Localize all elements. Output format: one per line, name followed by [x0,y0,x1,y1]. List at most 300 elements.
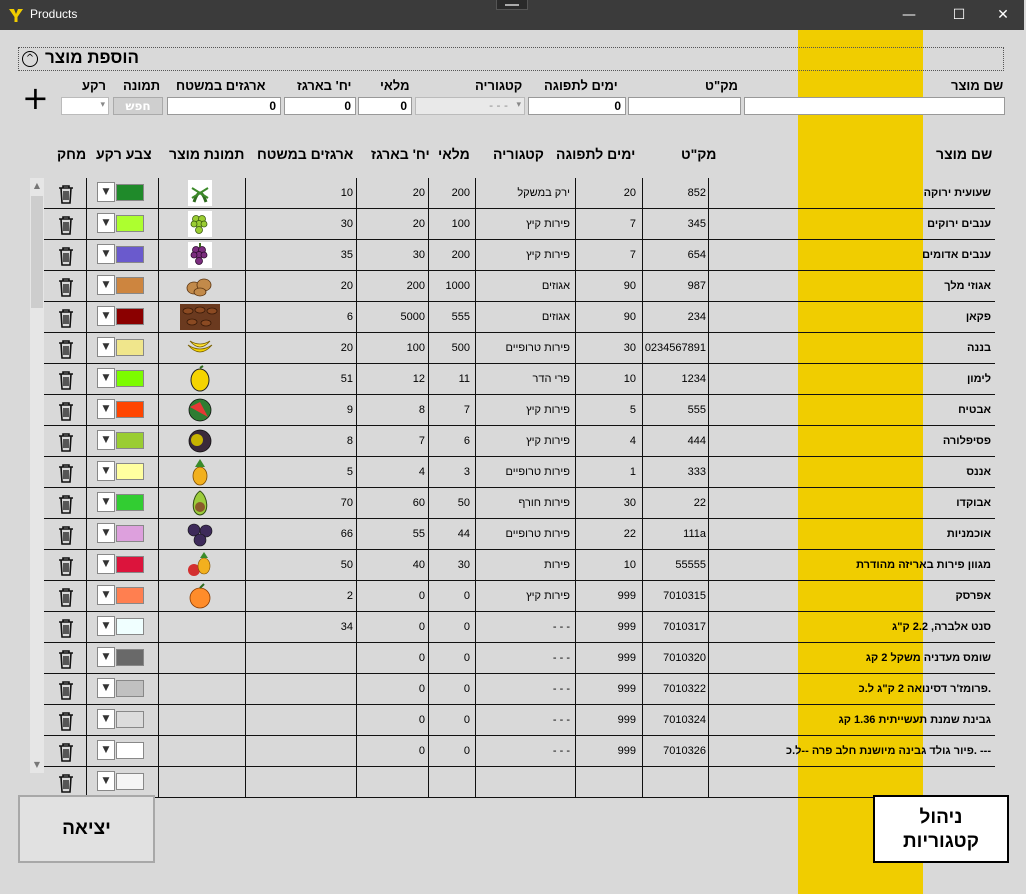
trash-icon[interactable] [57,370,75,390]
minimize-button[interactable]: — [902,7,916,23]
table-row[interactable] [30,612,995,643]
lemon-icon[interactable] [180,366,220,392]
cell-category[interactable]: פירות [544,559,570,571]
cell-sku[interactable]: 111a [683,528,706,540]
grid-line [158,240,159,271]
grid-line [158,178,159,209]
cell-category[interactable]: פירות קיץ [526,404,570,416]
cell-sku[interactable]: 234 [687,311,706,323]
table-row[interactable] [30,674,995,705]
cell-name[interactable]: פיור גולד גבינה מיושנת חלב פרה --ל.כ. --- [786,745,991,757]
cell-boxes[interactable]: 34 [340,621,353,633]
grid-line [708,519,709,550]
window-title: Products [30,7,78,21]
cell-full[interactable]: 0 [463,621,470,633]
app-logo-icon [8,7,24,23]
grid-line [356,643,357,674]
cell-full[interactable]: 7 [463,404,470,416]
cell-days[interactable]: 4 [629,435,636,447]
grid-line [356,674,357,705]
label-category: קטגוריה [475,78,523,93]
cell-name[interactable]: פסיפלורה [942,435,991,447]
cell-units[interactable]: 20 [412,187,425,199]
pineapple-icon[interactable] [180,459,220,485]
cell-sku[interactable]: 7010315 [663,590,706,602]
cell-sku[interactable]: 7010326 [663,745,706,757]
cell-boxes[interactable]: 8 [346,435,353,447]
grid-line [356,178,357,209]
chevron-down-icon[interactable]: ▼ [97,368,115,388]
chevron-down-icon: ▾ [516,100,521,110]
chevron-down-icon[interactable]: ▼ [97,461,115,481]
full-input[interactable]: 0 [358,97,412,115]
cell-full[interactable]: 50 [457,497,470,509]
cell-boxes[interactable]: 9 [346,404,353,416]
bg-color-select[interactable] [61,97,109,115]
chevron-down-icon[interactable]: ▼ [97,306,115,326]
cell-name[interactable] [710,767,995,797]
cell-boxes[interactable]: 66 [340,528,353,540]
title-bar [0,0,1024,30]
pecans-icon[interactable] [180,304,220,330]
cell-category[interactable]: פירות טרופיים [505,528,570,540]
table-row[interactable] [30,519,995,550]
cell-boxes[interactable] [245,674,356,704]
table-row[interactable] [30,302,995,333]
cell-name[interactable]: פרומז'ר דסינואה 2 ק"ג ל.כ. [858,683,991,695]
color-swatch [116,432,144,449]
cell-name[interactable]: אוכמניות [946,528,991,540]
cell-boxes[interactable]: 10 [340,187,353,199]
grid-line [356,333,357,364]
manage-categories-button[interactable] [873,795,1009,863]
cell-units[interactable]: 20 [412,218,425,230]
cell-days[interactable]: 1 [629,466,636,478]
cell-days[interactable]: 5 [629,404,636,416]
table-row[interactable] [30,705,995,736]
chevron-down-icon[interactable]: ▼ [97,182,115,202]
table-row[interactable] [30,240,995,271]
cell-sku[interactable]: 345 [687,218,706,230]
scroll-up-icon[interactable]: ▲ [33,181,41,190]
cell-units[interactable]: 0 [418,652,425,664]
trash-icon[interactable] [57,773,75,793]
cell-units[interactable]: 60 [412,497,425,509]
cell-full[interactable]: 200 [451,187,470,199]
cell-full[interactable]: 500 [451,342,470,354]
peach-icon[interactable] [180,583,220,609]
add-product-title: הוספת מוצר [45,48,139,67]
chevron-down-icon[interactable]: ▼ [97,337,115,357]
table-row[interactable] [30,488,995,519]
cell-full[interactable]: 30 [457,559,470,571]
cell-sku[interactable]: 7010322 [663,683,706,695]
add-product-header[interactable] [18,47,1004,71]
color-swatch [116,494,144,511]
grid-line [158,364,159,395]
color-swatch [116,277,144,294]
chevron-down-icon[interactable]: ▼ [97,213,115,233]
cell-sku[interactable]: 55555 [675,559,706,571]
cell-category[interactable]: אגוזים [541,280,570,292]
grid-line [86,705,87,736]
cell-units[interactable]: 8 [418,404,425,416]
cell-units[interactable]: 0 [418,683,425,695]
cell-name[interactable]: שומס מעדניה משקל 2 קג [865,652,991,664]
chevron-down-icon[interactable]: ▼ [97,492,115,512]
drag-handle[interactable] [496,0,528,10]
trash-icon[interactable] [57,246,75,266]
blueberries-icon[interactable] [180,521,220,547]
trash-icon[interactable] [57,649,75,669]
cell-name[interactable]: סנט אלברה, 2.2 ק"ג [891,621,991,633]
cell-full[interactable]: 44 [457,528,470,540]
color-swatch [116,184,144,201]
grid-line [158,550,159,581]
table-row[interactable] [30,550,995,581]
grid-line [158,395,159,426]
cell-units[interactable]: 0 [418,590,425,602]
cell-days[interactable]: 999 [617,590,636,602]
grid-line [158,612,159,643]
chevron-down-icon[interactable]: ▼ [97,554,115,574]
chevron-down-icon[interactable]: ▼ [97,647,115,667]
chevron-down-icon[interactable]: ▼ [97,616,115,636]
cell-category[interactable]: - - - [552,714,570,726]
chevron-down-icon[interactable]: ▼ [97,678,115,698]
table-row[interactable] [30,178,995,209]
sku-input[interactable] [628,97,741,115]
cell-sku[interactable]: 7010320 [663,652,706,664]
cell-full[interactable]: 0 [463,714,470,726]
cell-full[interactable]: 3 [463,466,470,478]
cell-days[interactable]: 999 [617,621,636,633]
fruit-mix-icon[interactable] [180,552,220,578]
trash-icon[interactable] [57,494,75,514]
grid-line [708,209,709,240]
green-grapes-icon[interactable] [180,211,220,237]
grid-line [356,302,357,333]
cell-days[interactable]: 999 [617,745,636,757]
cell-category[interactable]: ירק במשקל [517,187,570,199]
grid-line [708,674,709,705]
add-product-button[interactable]: + [22,79,49,117]
cell-full[interactable]: 0 [463,652,470,664]
color-swatch [116,680,144,697]
cell-name[interactable]: גבינת שמנת תעשייתית 1.36 קג [838,714,991,726]
exit-button[interactable]: יציאה [18,795,155,863]
cell-category[interactable]: - - - [552,621,570,633]
scroll-down-icon[interactable]: ▼ [33,760,41,769]
cell-name[interactable]: לימון [966,373,991,385]
trash-icon[interactable] [57,711,75,731]
cell-days[interactable]: 7 [629,249,636,261]
cell-category[interactable]: - - - [552,652,570,664]
cell-full[interactable]: 1000 [445,280,470,292]
cell-full[interactable]: 6 [463,435,470,447]
cell-category[interactable]: פרי הדר [532,373,570,385]
cell-category[interactable]: - - - [552,683,570,695]
grid-line [356,519,357,550]
cell-category[interactable]: פירות קיץ [526,435,570,447]
chevron-down-icon[interactable]: ▼ [97,740,115,760]
table-row[interactable] [30,643,995,674]
cell-name[interactable]: בננה [967,342,991,354]
cell-boxes[interactable]: 70 [340,497,353,509]
cell-full[interactable]: 555 [451,311,470,323]
label-sku: מק"ט [705,78,738,93]
cell-boxes[interactable] [245,736,356,766]
cell-sku[interactable]: 654 [687,249,706,261]
grid-line [708,612,709,643]
table-row[interactable] [30,395,995,426]
cell-full[interactable]: 100 [451,218,470,230]
color-swatch [116,742,144,759]
cell-sku[interactable]: 987 [687,280,706,292]
banana-icon[interactable] [180,335,220,361]
grid-line [86,767,87,798]
chevron-down-icon[interactable]: ▼ [97,771,115,791]
col-header-delete: מחק [57,146,87,162]
cell-name[interactable]: אננס [966,466,991,478]
grid-line [356,457,357,488]
cell-days[interactable]: 7 [629,218,636,230]
cell-name[interactable]: אבוקדו [956,497,991,509]
trash-icon[interactable] [57,618,75,638]
close-button[interactable]: ✕ [997,7,1009,23]
cell-name[interactable]: אגוזי מלך [944,280,991,292]
trash-icon[interactable] [57,184,75,204]
chevron-down-icon[interactable]: ▼ [97,275,115,295]
cell-days[interactable]: 10 [623,559,636,571]
cell-days[interactable]: 999 [617,683,636,695]
cell-days[interactable]: 30 [623,342,636,354]
cell-units[interactable]: 12 [412,373,425,385]
grid-line [86,209,87,240]
cell-sku[interactable]: 22 [693,497,706,509]
col-header-sku: מק"ט [681,146,717,162]
cell-days[interactable]: 999 [617,652,636,664]
cell-days[interactable]: 30 [623,497,636,509]
cell-boxes[interactable]: 35 [340,249,353,261]
cell-sku[interactable]: 555 [687,404,706,416]
table-row[interactable] [30,736,995,767]
trash-icon[interactable] [57,215,75,235]
grid-line [708,550,709,581]
cell-days[interactable]: 10 [623,373,636,385]
grid-line [86,550,87,581]
color-swatch [116,618,144,635]
table-row[interactable] [30,426,995,457]
chevron-down-icon[interactable]: ▼ [97,430,115,450]
cell-boxes[interactable]: 5 [346,466,353,478]
cell-days[interactable]: 20 [623,187,636,199]
table-row[interactable] [30,209,995,240]
cell-sku[interactable]: 7010324 [663,714,706,726]
color-swatch [116,556,144,573]
category-select[interactable] [415,97,525,115]
trash-icon[interactable] [57,463,75,483]
trash-icon[interactable] [57,742,75,762]
grid-line [86,519,87,550]
chevron-down-icon: ▾ [100,100,105,110]
grid-line [708,736,709,767]
grid-line [708,240,709,271]
cell-sku[interactable]: 852 [687,187,706,199]
cell-sku[interactable] [642,767,708,797]
cell-days[interactable]: 22 [623,528,636,540]
chevron-down-icon[interactable]: ▼ [97,523,115,543]
cell-full[interactable]: 0 [463,590,470,602]
chevron-down-icon[interactable]: ▼ [97,585,115,605]
cell-name[interactable]: אבטיח [958,404,991,416]
table-row[interactable] [30,457,995,488]
cell-category[interactable]: פירות טרופיים [505,466,570,478]
grid-line [158,457,159,488]
cell-category[interactable]: פירות קיץ [526,218,570,230]
cell-units[interactable]: 100 [406,342,425,354]
grid-line [86,395,87,426]
name-input[interactable] [744,97,1005,115]
grid-line [708,302,709,333]
label-image: תמונה [123,78,161,93]
cell-units[interactable]: 30 [412,249,425,261]
cell-name[interactable]: שעועית ירוקה [923,187,991,199]
vertical-scrollbar[interactable] [30,178,44,773]
scroll-thumb[interactable] [31,196,43,308]
cell-full[interactable]: 11 [458,373,470,385]
cell-full[interactable] [428,767,473,797]
cell-units[interactable]: 4 [418,466,425,478]
grid-line [356,271,357,302]
cell-sku[interactable]: 7010317 [663,621,706,633]
cell-name[interactable]: ענבים ירוקים [927,218,991,230]
cell-full[interactable]: 0 [463,745,470,757]
units-input[interactable]: 0 [284,97,356,115]
trash-icon[interactable] [57,587,75,607]
green-beans-icon[interactable] [180,180,220,206]
walnuts-icon[interactable] [180,273,220,299]
manage-categories-line2: קטגוריות [903,831,979,852]
table-row[interactable] [30,767,995,798]
collapse-icon[interactable]: ^ [22,51,38,67]
cell-name[interactable]: ענבים אדומים [922,249,991,261]
passionfruit-icon[interactable] [180,428,220,454]
trash-icon[interactable] [57,680,75,700]
table-row[interactable] [30,581,995,612]
cell-boxes[interactable]: 20 [340,280,353,292]
cell-boxes[interactable]: 20 [340,342,353,354]
cell-boxes[interactable] [245,705,356,735]
color-swatch [116,649,144,666]
cell-units[interactable] [358,767,428,797]
cell-full[interactable]: 0 [463,683,470,695]
watermelon-icon[interactable] [180,397,220,423]
cell-name[interactable]: פקאן [965,311,991,323]
trash-icon[interactable] [57,556,75,576]
label-units: יח' בארגז [297,78,352,93]
grid-line [158,674,159,705]
cell-sku[interactable]: 444 [687,435,706,447]
cell-days[interactable]: 999 [617,714,636,726]
cell-boxes[interactable]: 2 [346,590,353,602]
trash-icon[interactable] [57,277,75,297]
trash-icon[interactable] [57,308,75,328]
browse-image-button[interactable]: חפש [113,97,163,115]
cell-sku[interactable]: 1234 [681,373,706,385]
cell-full[interactable]: 200 [451,249,470,261]
cell-category[interactable]: פירות חורף [518,497,570,509]
cell-category[interactable]: אגוזים [541,311,570,323]
grid-line [356,612,357,643]
cell-units[interactable]: 0 [418,714,425,726]
color-swatch [116,308,144,325]
grid-line [356,209,357,240]
cell-boxes[interactable]: 50 [340,559,353,571]
trash-icon[interactable] [57,339,75,359]
table-row[interactable] [30,271,995,302]
table-row[interactable] [30,364,995,395]
chevron-down-icon[interactable]: ▼ [97,399,115,419]
cell-units[interactable]: 55 [412,528,425,540]
cell-category[interactable]: פירות טרופיים [505,342,570,354]
avocado-icon[interactable] [180,490,220,516]
cell-sku[interactable]: 0234567891 [644,342,706,354]
cell-units[interactable]: 7 [418,435,425,447]
grid-line [158,271,159,302]
cell-units[interactable]: 0 [418,621,425,633]
cell-category[interactable]: פירות קיץ [526,249,570,261]
chevron-down-icon[interactable]: ▼ [97,709,115,729]
cell-boxes[interactable]: 30 [340,218,353,230]
cell-category[interactable]: - - - [552,745,570,757]
trash-icon[interactable] [57,432,75,452]
color-swatch [116,773,144,790]
products-grid[interactable] [30,178,995,786]
cell-units[interactable]: 0 [418,745,425,757]
col-header-units: יח' בארגז [371,146,430,162]
grid-line [86,612,87,643]
cell-boxes[interactable]: 51 [340,373,353,385]
days-input[interactable]: 0 [528,97,626,115]
cell-sku[interactable]: 333 [687,466,706,478]
label-name: שם מוצר [951,78,1004,93]
table-row[interactable] [30,333,995,364]
cell-category[interactable] [475,767,573,797]
cell-days[interactable]: 90 [623,311,636,323]
maximize-button[interactable]: ☐ [952,7,966,23]
cell-days[interactable] [575,767,639,797]
cell-name[interactable]: מגוון פירות באריזה מהודרת [856,559,991,571]
cell-units[interactable]: 200 [406,280,425,292]
cell-units[interactable]: 5000 [400,311,425,323]
cell-category[interactable]: פירות קיץ [526,590,570,602]
cell-boxes[interactable] [245,767,356,797]
red-grapes-icon[interactable] [180,242,220,268]
cell-units[interactable]: 40 [412,559,425,571]
trash-icon[interactable] [57,401,75,421]
chevron-down-icon[interactable]: ▼ [97,244,115,264]
boxes-input[interactable]: 0 [167,97,281,115]
grid-line [158,426,159,457]
cell-name[interactable]: אפרסק [955,590,991,602]
cell-boxes[interactable]: 6 [346,311,353,323]
cell-boxes[interactable] [245,643,356,673]
trash-icon[interactable] [57,525,75,545]
cell-days[interactable]: 90 [623,280,636,292]
grid-line [708,643,709,674]
col-header-name: שם מוצר [936,146,993,162]
